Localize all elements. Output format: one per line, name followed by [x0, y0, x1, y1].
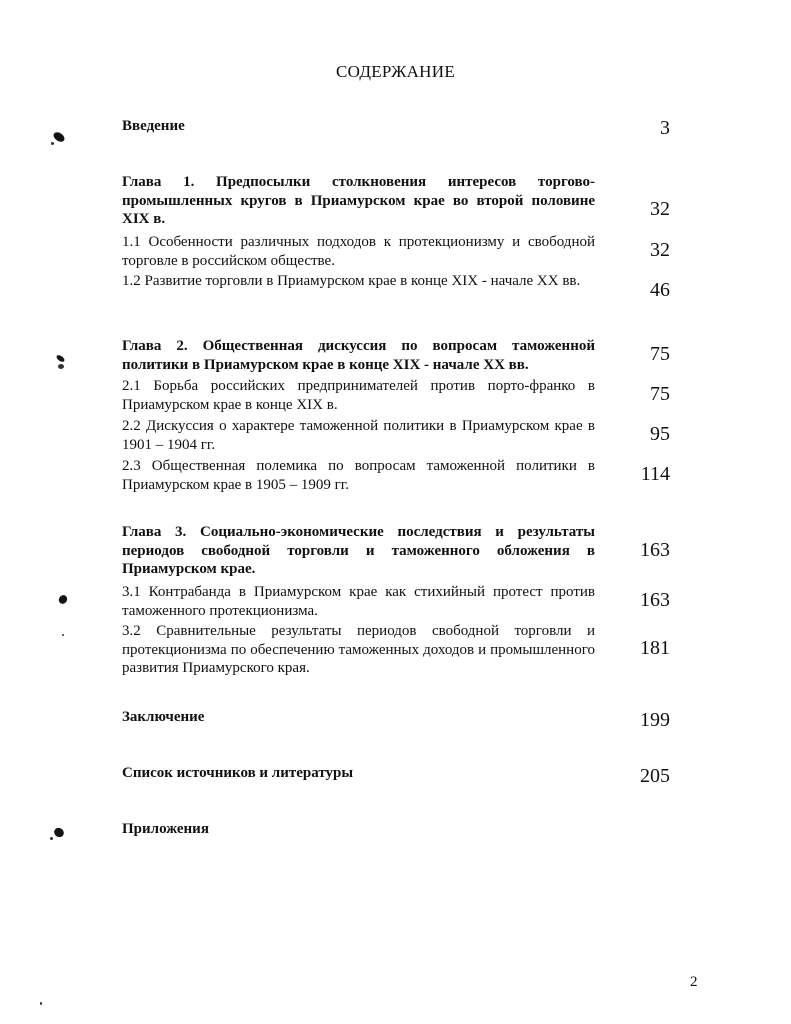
page-title: СОДЕРЖАНИЕ — [335, 62, 456, 81]
toc-page-number: 32 — [650, 239, 670, 261]
toc-page-number: 75 — [650, 343, 670, 365]
scan-artifact — [40, 1002, 42, 1005]
toc-page-number: 114 — [640, 463, 670, 485]
toc-page-number: 46 — [650, 279, 670, 301]
scan-artifact — [50, 837, 53, 840]
toc-entry-section-3-2 — [122, 622, 670, 678]
toc-entry-chapter-1 — [122, 173, 670, 229]
toc-page-number: 205 — [640, 765, 670, 787]
toc-entry-conclusion — [122, 708, 670, 731]
toc-entry-title: Глава 2. Общественная дискуссия по вопросам таможенной политики в Приамурском крае в конце XIX - начале XX вв. — [122, 338, 595, 373]
scan-artifact — [57, 594, 69, 606]
scan-artifact — [51, 142, 54, 145]
page-number: 2 — [690, 974, 698, 990]
scan-artifact — [52, 130, 66, 143]
toc-entry-title: 1.2 Развитие торговли в Приамурском крае в конце XIX - начале XX вв. — [122, 273, 581, 289]
toc-entry-title: Введение — [122, 118, 185, 134]
toc-page-number: 95 — [650, 423, 670, 445]
scan-artifact — [62, 634, 64, 636]
toc-entry-chapter-3 — [122, 523, 670, 579]
toc-entry-title: Глава 3. Социально-экономические последствия и результаты периодов свободной торговли и таможенного обложения в Приамурском крае. — [122, 524, 595, 577]
toc-entry-section-2-3 — [122, 457, 670, 494]
toc-page-number: 32 — [650, 198, 670, 220]
scan-artifact — [58, 364, 64, 369]
toc-page-number: 181 — [640, 637, 670, 659]
toc-entry-title: Приложения — [122, 821, 209, 837]
toc-entry-section-3-1 — [122, 583, 670, 620]
scan-artifact — [55, 354, 65, 363]
toc-entry-title: 3.1 Контрабанда в Приамурском крае как стихийный протест против таможенного протекционизма. — [122, 584, 595, 619]
scan-artifact — [52, 826, 65, 839]
toc-page-number: 3 — [660, 117, 670, 139]
toc-entry-title: 2.1 Борьба российских предпринимателей против порто-франко в Приамурском крае в конце XIX в. — [122, 378, 595, 413]
toc-page-number: 199 — [640, 709, 670, 731]
toc-entry-title: 2.3 Общественная полемика по вопросам таможенной политики в Приамурском крае в 1905 – 1909 гг. — [122, 458, 595, 493]
toc-entry-section-2-1 — [122, 377, 670, 414]
toc-entry-title: 3.2 Сравнительные результаты периодов свободной торговли и протекционизма по обеспечению таможенных доходов и промышленного развития Приамурского края. — [122, 623, 595, 676]
toc-page-number: 75 — [650, 383, 670, 405]
toc-entry-section-1-2 — [122, 272, 670, 301]
toc-entry-bibliography — [122, 764, 670, 787]
toc-entry-section-1-1 — [122, 233, 670, 270]
toc-page-number: 163 — [640, 539, 670, 561]
toc-page-number: 163 — [640, 589, 670, 611]
toc-entry-section-2-2 — [122, 417, 670, 454]
toc-entry-title: 2.2 Дискуссия о характере таможенной политики в Приамурском крае в 1901 – 1904 гг. — [122, 418, 595, 453]
toc-entry-title: Заключение — [122, 709, 205, 725]
toc-entry-introduction — [122, 117, 670, 139]
toc-entry-title: 1.1 Особенности различных подходов к протекционизму и свободной торговле в российском обществе. — [122, 234, 595, 269]
toc-entry-appendices — [122, 820, 670, 839]
toc-entry-title: Глава 1. Предпосылки столкновения интересов торгово-промышленных кругов в Приамурском крае во второй половине XIX в. — [122, 174, 595, 227]
toc-entry-chapter-2 — [122, 337, 670, 374]
toc-entry-title: Список источников и литературы — [122, 765, 354, 781]
